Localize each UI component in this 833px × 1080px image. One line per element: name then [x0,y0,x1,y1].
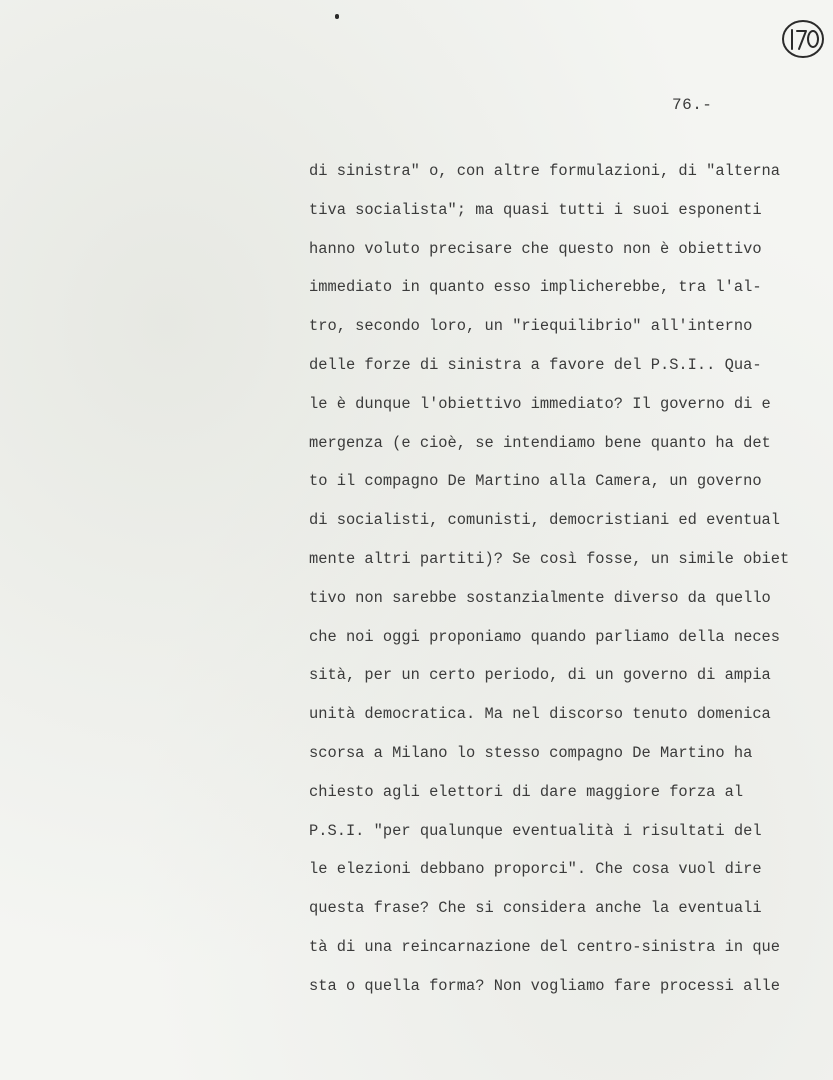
text-line: mente altri partiti)? Se così fosse, un simile obiet [309,549,790,568]
typewritten-text [309,152,809,1006]
text-line: P.S.I. "per qualunque eventualità i risultati del [309,821,762,840]
text-line: unità democratica. Ma nel discorso tenuto domenica [309,705,771,724]
text-line: delle forze di sinistra a favore del P.S.I.. Qua- [309,355,762,374]
text-line: tro, secondo loro, un "riequilibrio" all'interno [309,317,753,336]
page-number: 76.- [672,96,713,114]
text-line: scorsa a Milano lo stesso compagno De Martino ha [309,743,753,762]
text-line: hanno voluto precisare che questo non è obiettivo [309,239,762,258]
text-line: tà di una reincarnazione del centro-sinistra in que [309,937,781,956]
text-line: che noi oggi proponiamo quando parliamo della neces [309,627,781,646]
handwritten-circled-number [780,18,826,60]
ink-dot [335,14,339,19]
text-line: chiesto agli elettori di dare maggiore forza al [309,782,744,801]
text-line: tiva socialista"; ma quasi tutti i suoi esponenti [309,200,762,219]
text-line: le è dunque l'obiettivo immediato? Il governo di e [309,394,771,413]
text-line: di sinistra" o, con altre formulazioni, di "alterna [309,162,781,180]
text-line: di socialisti, comunisti, democristiani ed eventual [309,511,781,530]
text-line: tivo non sarebbe sostanzialmente diverso da quello [309,588,771,607]
text-line: questa frase? Che si considera anche la eventuali [309,899,762,918]
text-line: le elezioni debbano proporci". Che cosa vuol dire [309,860,762,879]
text-line: to il compagno De Martino alla Camera, un governo [309,472,762,491]
text-line: sità, per un certo periodo, di un governo di ampia [309,666,771,685]
archive-page-stamp [780,18,826,60]
text-line: mergenza (e cioè, se intendiamo bene quanto ha det [309,433,771,452]
text-line: sta o quella forma? Non vogliamo fare processi alle [309,976,781,995]
text-line: immediato in quanto esso implicherebbe, tra l'al- [309,278,762,297]
